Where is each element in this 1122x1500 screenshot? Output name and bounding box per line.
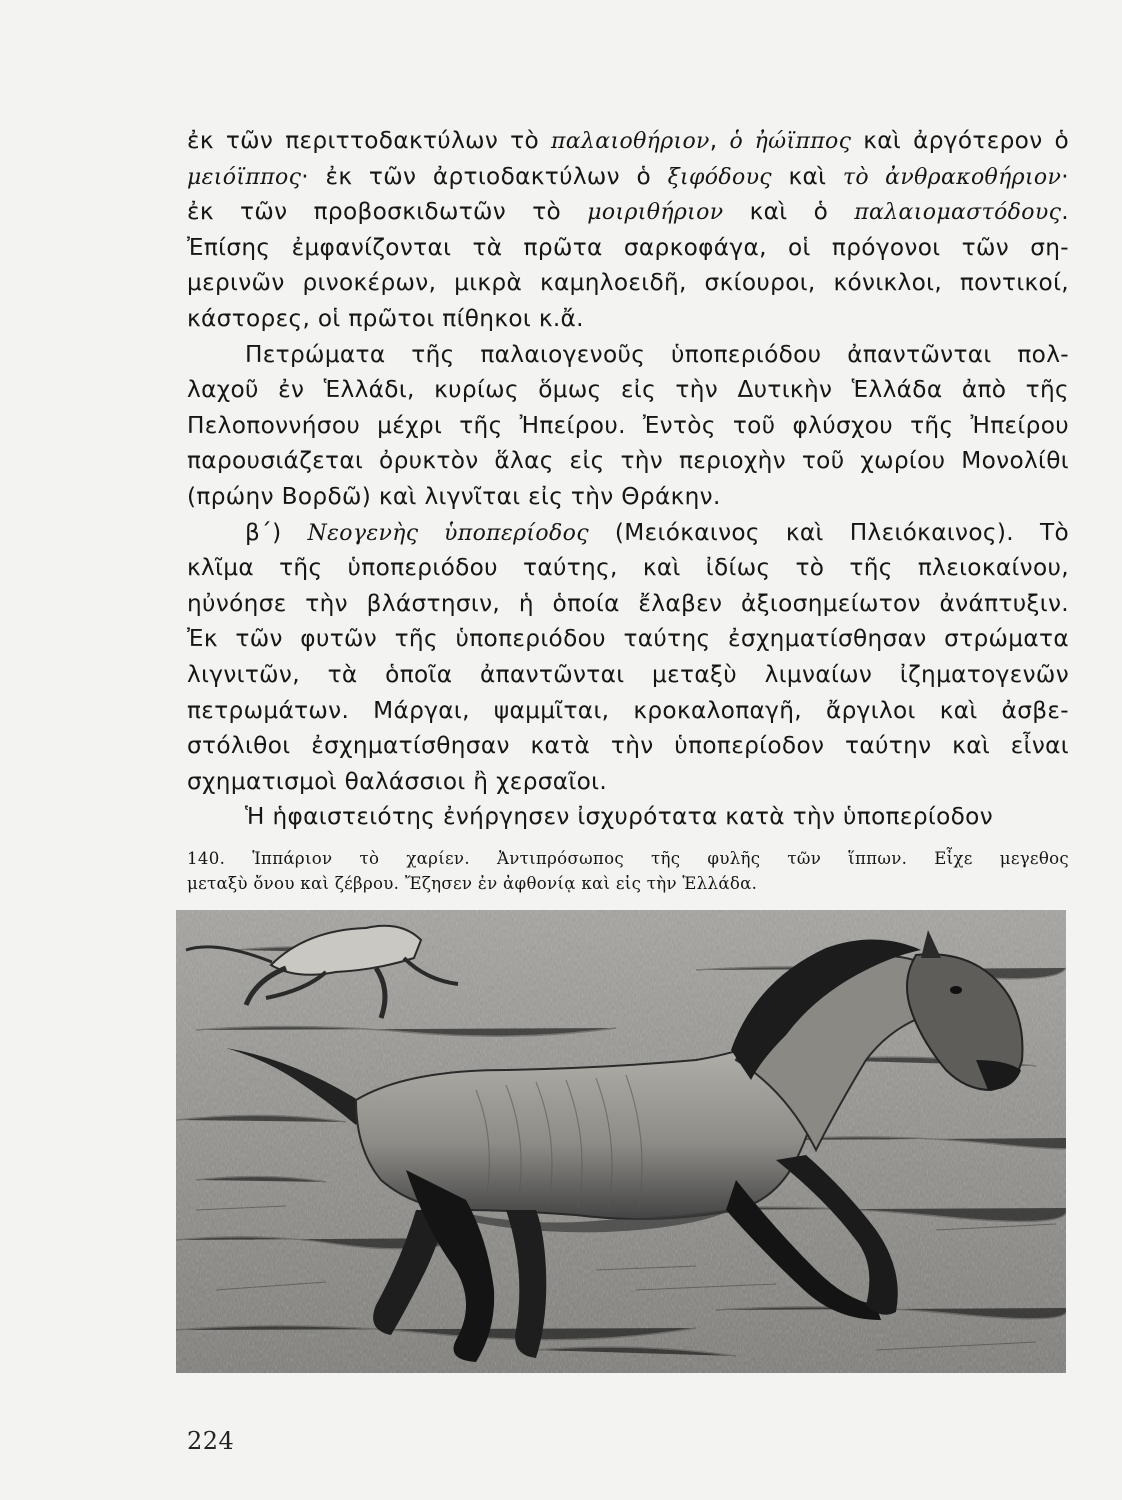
text-segment: Πελοποννήσου μέχρι τῆς Ἠπείρου. Ἐντὸς τοῦ φλύσχου τῆς Ἠπείρου bbox=[187, 411, 1069, 439]
paragraph-1 bbox=[187, 123, 1069, 337]
paragraph-1-line bbox=[187, 265, 1069, 301]
italic-term: μειόϊππος bbox=[187, 164, 302, 190]
page-number: 224 bbox=[187, 1427, 235, 1455]
paragraph-2-line bbox=[187, 372, 1069, 408]
text-segment: καὶ ὁ bbox=[723, 198, 855, 226]
paragraph-3-line bbox=[187, 550, 1069, 586]
text-segment: μερινῶν ρινοκέρων, μικρὰ καμηλοειδῆ, σκίουροι, κόνικλοι, ποντικοί, bbox=[187, 269, 1069, 297]
text-segment: καὶ ἀργότερον ὁ bbox=[851, 127, 1069, 154]
paragraph-2-line bbox=[187, 408, 1069, 444]
paragraph-3-line bbox=[187, 693, 1069, 729]
paragraph-3-line bbox=[187, 764, 1069, 800]
text-segment: Ἐκ τῶν φυτῶν τῆς ὑποπεριόδου ταύτης ἐσχηματίσθησαν στρώματα bbox=[187, 625, 1069, 653]
italic-term: τὸ ἀνθρακοθήριον bbox=[842, 164, 1062, 190]
italic-term: παλαιομαστόδους bbox=[854, 200, 1062, 226]
italic-term: ὁ ἠώϊππος bbox=[729, 129, 852, 154]
text-segment: β΄) bbox=[245, 518, 308, 546]
text-segment: , bbox=[709, 127, 730, 154]
paragraph-2-line bbox=[187, 337, 1069, 373]
italic-term: μοιριθήριον bbox=[587, 200, 724, 226]
text-segment: · ἐκ τῶν ἀρτιοδακτύλων ὁ bbox=[301, 162, 668, 190]
caption-line-1: 140. Ἱππάριον τὸ χαρίεν. Ἀντιπρόσωπος τῆς φυλῆς τῶν ἵππων. Εἶχε μεγεθος bbox=[187, 849, 1069, 868]
paragraph-3 bbox=[187, 515, 1069, 800]
text-segment: Πετρώματα τῆς παλαιογενοῦς ὑποπεριόδου ἀπαντῶνται πολ- bbox=[245, 340, 1069, 368]
text-segment: στόλιθοι ἐσχηματίσθησαν κατὰ τὴν ὑποπερίοδον ταύτην καὶ εἶναι bbox=[187, 732, 1069, 760]
text-segment: παρουσιάζεται ὀρυκτὸν ἅλας εἰς τὴν περιοχὴν τοῦ χωρίου Μονολίθι bbox=[187, 447, 1069, 475]
text-segment: κλῖμα τῆς ὑποπεριόδου ταύτης, καὶ ἰδίως τὸ τῆς πλειοκαίνου, bbox=[187, 554, 1069, 582]
hipparion-drawing bbox=[176, 910, 1066, 1373]
paragraph-2-line bbox=[187, 479, 1069, 515]
paragraph-2-line bbox=[187, 443, 1069, 479]
text-segment: λιγνιτῶν, τὰ ὁποῖα ἀπαντῶνται μεταξὺ λιμναίων ἰζηματογενῶν bbox=[187, 660, 1069, 688]
caption-line-2: μεταξὺ ὄνου καὶ ζέβρου. Ἔζησεν ἐν ἀφθονίᾳ καὶ εἰς τὴν Ἑλλάδα. bbox=[187, 874, 758, 893]
text-segment: Ἐπίσης ἐμφανίζονται τὰ πρῶτα σαρκοφάγα, οἱ πρόγονοι τῶν ση- bbox=[187, 233, 1069, 261]
paragraph-4-line bbox=[187, 799, 1069, 835]
text-segment: · bbox=[1061, 162, 1069, 190]
body-text bbox=[187, 123, 1069, 835]
paragraph-1-line bbox=[187, 230, 1069, 266]
text-segment: . bbox=[1061, 198, 1069, 226]
italic-term: Νεογενὴς ὑποπερίοδος bbox=[307, 520, 589, 546]
paragraph-1-line bbox=[187, 159, 1069, 195]
text-segment: ἐκ τῶν περιττοδακτύλων τὸ bbox=[187, 127, 551, 154]
paragraph-1-line bbox=[187, 301, 1069, 337]
text-segment: σχηματισμοὶ θαλάσσιοι ἢ χερσαῖοι. bbox=[187, 767, 608, 795]
figure-caption bbox=[187, 846, 1069, 896]
paragraph-3-line bbox=[187, 621, 1069, 657]
italic-term: παλαιοθήριον bbox=[550, 129, 710, 154]
paragraph-3-line bbox=[187, 515, 1069, 551]
text-segment: καὶ bbox=[771, 162, 843, 190]
text-segment: Ἡ ἡφαιστειότης ἐνήργησεν ἰσχυρότατα κατὰ τὴν ὑποπερίοδον bbox=[245, 803, 993, 831]
text-segment: ηὐνόησε τὴν βλάστησιν, ἡ ὁποία ἔλαβεν ἀξιοσημείωτον ἀνάπτυξιν. bbox=[187, 589, 1069, 617]
italic-term: ξιφόδους bbox=[667, 164, 772, 190]
text-segment: λαχοῦ ἐν Ἑλλάδι, κυρίως ὅμως εἰς τὴν Δυτικὴν Ἑλλάδα ἀπὸ τῆς bbox=[187, 376, 1069, 404]
paragraph-3-line bbox=[187, 728, 1069, 764]
paragraph-3-line bbox=[187, 657, 1069, 693]
text-segment: κάστορες, οἱ πρῶτοι πίθηκοι κ.ἄ. bbox=[187, 304, 584, 332]
paragraph-1-line bbox=[187, 194, 1069, 230]
text-segment: ἐκ τῶν προβοσκιδωτῶν τὸ bbox=[187, 198, 588, 226]
text-segment: πετρωμάτων. Μάργαι, ψαμμῖται, κροκαλοπαγῆ, ἄργιλοι καὶ ἀσβε- bbox=[187, 696, 1069, 724]
text-segment: (πρώην Βορδῶ) καὶ λιγνῖται εἰς τὴν Θράκην. bbox=[187, 482, 721, 510]
paragraph-3-line bbox=[187, 586, 1069, 622]
hipparion-illustration bbox=[176, 910, 1066, 1373]
paragraph-2 bbox=[187, 337, 1069, 515]
text-segment: (Μειόκαινος καὶ Πλειόκαινος). Τὸ bbox=[588, 518, 1069, 546]
paragraph-4 bbox=[187, 799, 1069, 835]
paragraph-1-line bbox=[187, 123, 1069, 159]
